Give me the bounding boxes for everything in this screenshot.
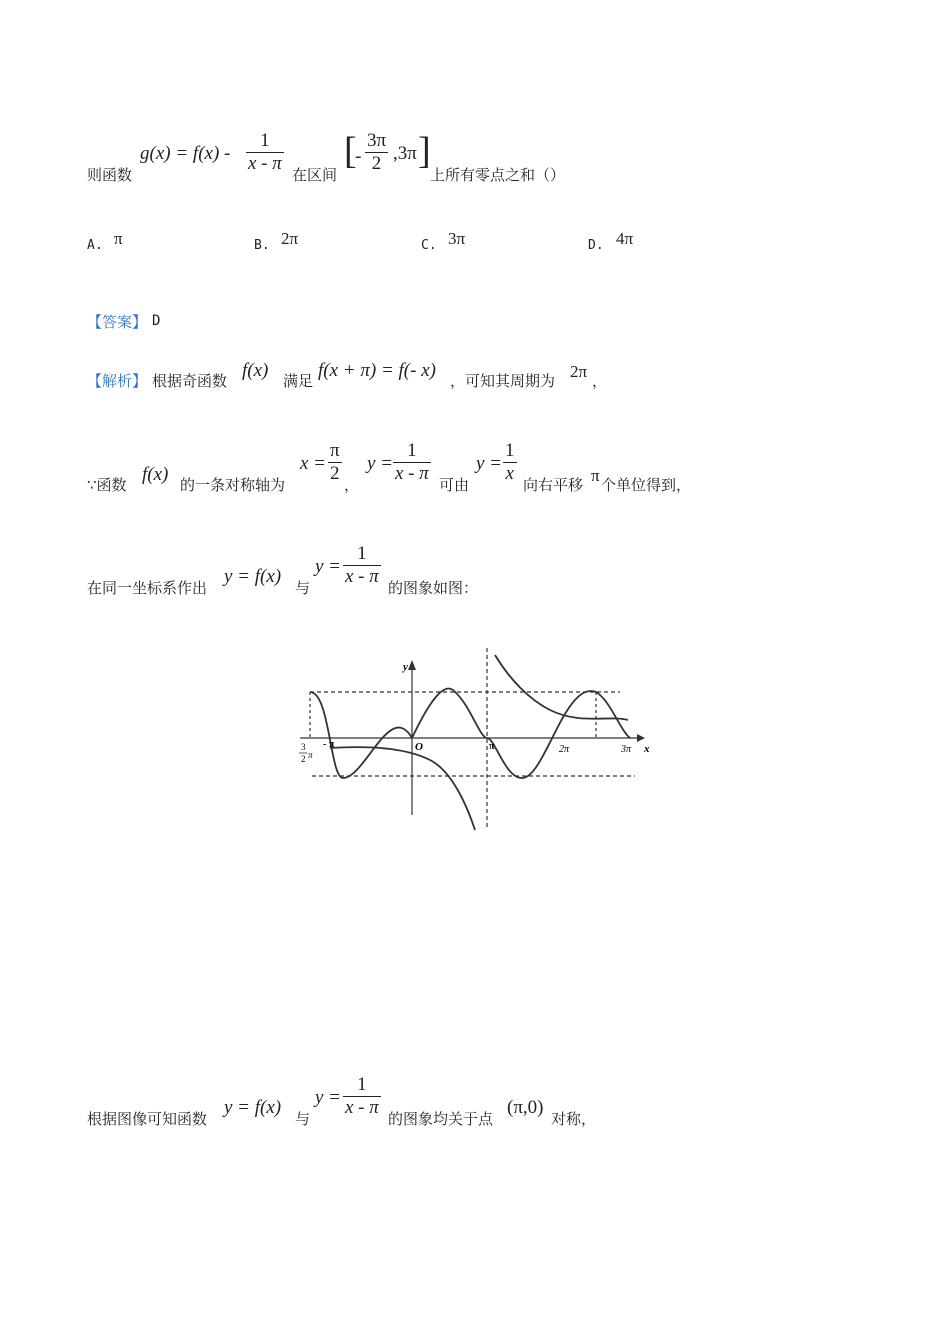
tick-left-den: 2: [301, 754, 306, 764]
left-bracket: [: [344, 130, 357, 172]
analysis-line4-a: 根据图像可知函数: [87, 1110, 208, 1128]
line3-fraction: [343, 543, 381, 588]
g-fraction: [246, 130, 284, 175]
option-a-value[interactable]: π: [114, 229, 123, 248]
analysis-line1-eq: f(x + π) = f(- x): [318, 360, 436, 381]
analysis-line1-fx: f(x): [242, 360, 269, 381]
tick-3pi: 3π: [621, 744, 632, 755]
analysis-line3-a: 在同一坐标系作出: [87, 579, 208, 597]
y2-num: 1: [505, 440, 515, 461]
function-graph: [290, 640, 650, 840]
shift-amount: π: [591, 466, 600, 485]
in-interval-text: 在区间: [292, 166, 338, 184]
option-a-label[interactable]: A.: [87, 238, 103, 253]
option-d-label[interactable]: D.: [588, 238, 604, 253]
axis-den: 2: [328, 462, 342, 485]
analysis-line2-d: 个单位得到，: [601, 476, 692, 494]
tick-2pi: 2π: [559, 744, 570, 755]
line4-y-lhs: y =: [315, 1087, 342, 1108]
g-definition: g(x) = f(x) -: [140, 143, 231, 164]
analysis-period: 2π: [570, 362, 588, 381]
analysis-line2-c: 向右平移: [523, 476, 584, 494]
analysis-line2-fx: f(x): [142, 464, 169, 485]
y-axis-arrow: [408, 660, 416, 670]
curve-hyperbola-right: [495, 655, 628, 720]
option-c-value[interactable]: 3π: [448, 229, 466, 248]
y2-lhs: y =: [476, 453, 503, 474]
y1-lhs: y =: [367, 453, 394, 474]
y-axis-label: y: [403, 661, 408, 673]
x-axis-arrow: [637, 734, 645, 742]
tick-neg-pi: - π: [323, 739, 335, 750]
option-d-value[interactable]: 4π: [616, 229, 634, 248]
interval-left-fraction: [365, 130, 388, 175]
axis-num: π: [330, 440, 340, 461]
analysis-line4-yfx: y = f(x): [224, 1097, 282, 1118]
tick-left-pi: π: [308, 750, 313, 760]
analysis-line2-comma: ，: [344, 476, 360, 494]
analysis-line1-a: 根据奇函数: [152, 372, 228, 390]
analysis-line2-b: 可由: [439, 476, 470, 494]
axis-fraction: [328, 440, 342, 485]
line3-den: x - π: [345, 566, 379, 587]
option-b-label[interactable]: B.: [254, 238, 270, 253]
line3-y-lhs: y =: [315, 556, 342, 577]
interval-left-den: 2: [365, 152, 388, 175]
interval-right: ,3π: [393, 143, 417, 164]
origin-label: O: [415, 741, 423, 753]
analysis-line1-d: ，: [592, 372, 608, 390]
analysis-line2-because: ∵函数: [87, 476, 127, 494]
x-axis-label: x: [644, 743, 650, 755]
analysis-line4-with: 与: [295, 1110, 311, 1128]
option-c-label[interactable]: C.: [421, 238, 437, 253]
right-bracket: ]: [418, 130, 431, 172]
y1-num: 1: [407, 440, 417, 461]
g-frac-num: 1: [260, 130, 270, 151]
answer-value: D: [152, 313, 161, 329]
option-b-value[interactable]: 2π: [281, 229, 299, 248]
y2-fraction: [503, 440, 517, 485]
line4-fraction: [343, 1074, 381, 1119]
curve-hyperbola-left: [330, 747, 475, 830]
analysis-line4-b: 的图象均关于点: [388, 1110, 494, 1128]
analysis-tag: 【解析】: [87, 372, 148, 390]
answer-tag: 【答案】: [87, 313, 148, 331]
analysis-line4-point: (π,0): [507, 1097, 544, 1118]
line4-num: 1: [357, 1074, 367, 1095]
line4-den: x - π: [345, 1097, 379, 1118]
question-suffix: 上所有零点之和（）: [430, 166, 566, 184]
axis-lhs: x =: [300, 453, 327, 474]
analysis-line3-with: 与: [295, 579, 311, 597]
analysis-line3-yfx: y = f(x): [224, 566, 282, 587]
line3-num: 1: [357, 543, 367, 564]
interval-left-num: 3π: [367, 130, 387, 151]
question-prefix: 则函数: [87, 166, 133, 184]
analysis-line1-c: ，可知其周期为: [450, 372, 556, 390]
tick-left-num: 3: [301, 742, 306, 752]
analysis-line2-a: 的一条对称轴为: [180, 476, 286, 494]
interval-left-sign: -: [355, 146, 362, 167]
analysis-line4-c: 对称，: [551, 1110, 597, 1128]
curve-f: [310, 689, 630, 778]
y2-den: x: [503, 462, 517, 485]
g-frac-den: x - π: [248, 153, 282, 174]
analysis-line1-b: 满足: [283, 372, 314, 390]
analysis-line3-b: 的图象如图：: [388, 579, 479, 597]
tick-pi: π: [489, 741, 495, 752]
y1-fraction: [393, 440, 431, 485]
y1-den: x - π: [395, 463, 429, 484]
